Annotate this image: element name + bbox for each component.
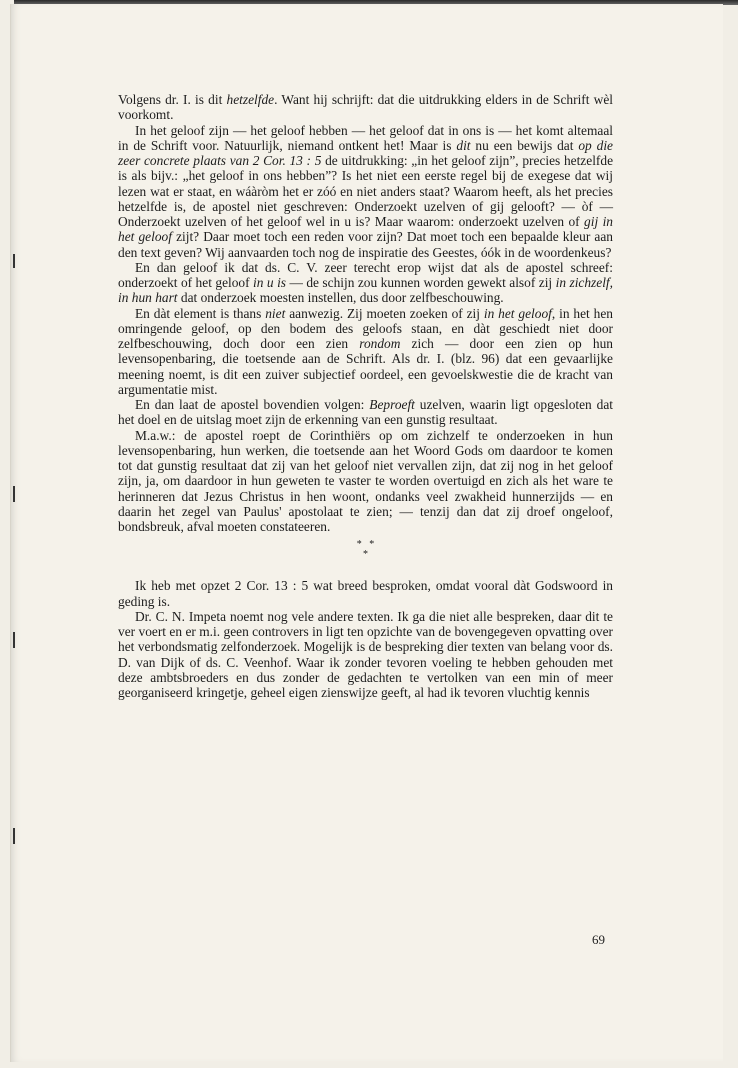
text-section-1 — [118, 92, 613, 534]
italic-text: in zichzelf, in hun hart — [118, 275, 613, 306]
text-segment: Dr. C. N. Impeta noemt nog vele andere texten. Ik ga die niet alle bespreken, daar dit te ver voert en er m.i. geen controvers in ligt ten opzichte van de bovengegeven opvatting over het verbondsmatig zelfonderzoek. Mogelijk is de bespreking dier texten van belang voor ds. D. van Dijk of ds. C. Veenhof. Waar ik zonder tevoren voeling te hebben gehouden met deze ambtsbroeders en dus zonder de gedachten te vertolken van een min of meer georganiseerd kringetje, geheel eigen zienswijze geeft, al had ik tevoren vluchtig kennis — [118, 608, 613, 700]
text-segment: En dan laat de apostel bovendien volgen: — [135, 397, 370, 412]
text-segment: zich — door een zien op hun levensopenbaring, die toetsende aan de Schrift. Als dr. I. (blz. 96) dat een gevaarlijke meening noemt, is dit een zuiver subjectief oordeel, een gevoelskwestie die de kracht van argumentatie mist. — [118, 336, 613, 397]
section-separator — [118, 540, 613, 560]
margin-mark — [13, 486, 15, 502]
text-segment: de uitdrukking: „in het geloof zijn”, precies hetzelfde is als bijv.: „het geloof in ons hebben”? Is het niet een eerste regel bij de exegese dat wij lezen wat er staat, en wáàròm het er zóó en niet anders staat? Waarom heeft, als het precies hetzelfde is, de apostel niet geschreven: Onderzoekt uzelven of gij gelooft? — òf — Onderzoekt uzelven of het geloof wel in u is? Maar waarom: onderzoekt uzelven of — [118, 153, 614, 229]
text-segment: Ik heb met opzet 2 Cor. 13 : 5 wat breed besproken, omdat vooral dàt Godswoord in geding is. — [118, 578, 613, 609]
italic-text: niet — [265, 305, 286, 321]
paragraph — [118, 428, 613, 535]
text-segment: Volgens dr. I. is dit — [118, 92, 227, 107]
text-segment: . Want hij schrijft: dat die uitdrukking elders in de Schrift wèl voorkomt. — [118, 92, 614, 123]
paragraph — [118, 578, 613, 609]
italic-text: dit — [456, 137, 471, 153]
margin-mark — [13, 632, 15, 648]
italic-text: gij in het geloof — [118, 214, 613, 245]
paragraph — [118, 306, 613, 398]
paragraph — [118, 123, 613, 260]
text-segment: aanwezig. Zij moeten zoeken of zij — [285, 305, 484, 321]
paragraph — [118, 397, 613, 428]
text-segment: — de schijn zou kunnen worden gewekt alsof zij — [286, 275, 556, 290]
separator-stars-bottom: * — [363, 549, 368, 561]
italic-text: Beproeft — [369, 397, 415, 412]
italic-text: rondom — [359, 336, 401, 351]
text-segment: En dàt element is thans — [135, 305, 266, 321]
text-segment: uzelven, waarin ligt opgesloten dat het doel en de uitslag moet zijn de erkenning van een gunstig resultaat. — [118, 397, 613, 428]
text-segment: zijt? Daar moet toch een reden voor zijn? Dat moet toch een bepaalde kleur aan den text geven? Wij aanvaarden toch nog de inspiratie des Geestes, óók in de woordenkeus? — [118, 229, 613, 260]
text-segment: En dan geloof ik dat ds. C. V. zeer terecht erop wijst dat als de apostel schreef: onderzoekt of het geloof — [118, 259, 613, 290]
separator-stars-top: * * — [356, 539, 375, 551]
italic-text: in het geloof — [483, 305, 552, 321]
body-text — [118, 92, 613, 700]
text-segment: , in het hen omringende geloof, op den bodem des geloofs staan, en dàt geschiedt niet door zelfbeschouwing, doch door een zien — [118, 305, 613, 351]
text-segment: nu een bewijs dat — [470, 137, 579, 153]
paragraph — [118, 260, 613, 306]
italic-text: in u is — [253, 275, 287, 290]
page-number: 69 — [592, 932, 605, 947]
margin-mark — [13, 828, 15, 844]
paragraph — [118, 609, 613, 701]
paragraph — [118, 92, 613, 123]
text-segment: dat onderzoek moesten instellen, dus door zelfbeschouwing. — [177, 290, 504, 306]
margin-mark — [13, 254, 15, 268]
text-segment: In het geloof zijn — het geloof hebben — het geloof dat in ons is — het komt altemaal in de Schrift voor. Natuurlijk, niemand ontkent het! Maar is — [118, 122, 613, 153]
text-segment: M.a.w.: de apostel roept de Corinthiërs op om zichzelf te onderzoeken in hun levensopenbaring, hun werken, die toetsende aan het Woord Gods om daardoor te komen tot dat gunstig resultaat dat zij van het geloof niet vervallen zijn, dat zij nog in het geloof zijn, ja, om daardoor in hun geweten te vaster te worden overtuigd en zich als het ware te herinneren dat Jezus Christus in hen woont, ondanks veel zwakheid hunnerzijds — en daarin het zegel van Paulus' apostolaat te zien; — tenzij dan dat zij droef ongeloof, bondsbreuk, afval moeten constateeren. — [118, 427, 613, 534]
text-section-2 — [118, 578, 613, 700]
italic-text: hetzelfde — [226, 92, 275, 107]
italic-text: op die zeer concrete plaats van 2 Cor. 13 : 5 — [118, 137, 613, 168]
